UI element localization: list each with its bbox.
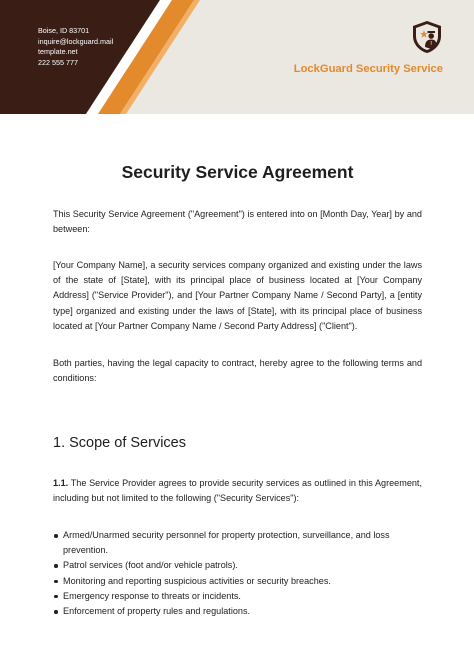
email-domain-text: template.net (38, 47, 78, 56)
contact-info (38, 26, 113, 68)
list-item: Armed/Unarmed security personnel for property protection, surveillance, and loss prevention. (53, 528, 422, 558)
phone-text: 222 555 777 (38, 57, 78, 67)
company-name: LockGuard Security Service (293, 63, 443, 75)
list-item: Emergency response to threats or incidents. (53, 589, 422, 604)
services-list (53, 528, 422, 619)
clause-text: The Service Provider agrees to provide security services as outlined in this Agreement, including but not limited to the following ("Security Services"): (53, 478, 422, 504)
email-text: inquire@lockguard.mail (38, 36, 114, 46)
list-item: Patrol services (foot and/or vehicle patrols). (53, 558, 422, 573)
clause-number: 1.1. (53, 478, 69, 488)
agreement-paragraph: Both parties, having the legal capacity to contract, hereby agree to the following terms and conditions: (53, 358, 422, 384)
list-item: Monitoring and reporting suspicious activities or security breaches. (53, 574, 422, 589)
parties-paragraph: [Your Company Name], a security services company organized and existing under the laws of the state of [State], with its principal place of business located at [Your Company Address] ("Service Provider"), and [Your Partner Company Name / Second Party], a [entity type] organized and existing under the laws of [State], with its principal place of business located at [Your Partner Company Name / Second Party Address] ("Client"). (53, 260, 422, 331)
clause-1-1 (53, 476, 422, 506)
section-heading: 1. Scope of Services (53, 435, 186, 451)
address-text: Boise, ID 83701 (38, 26, 90, 35)
security-guard-shield-icon (411, 20, 443, 54)
letterhead (0, 0, 474, 114)
document-title: Security Service Agreement (121, 162, 354, 182)
list-item: Enforcement of property rules and regulations. (53, 604, 422, 619)
intro-paragraph: This Security Service Agreement ("Agreement") is entered into on [Month Day, Year] by and between: (53, 209, 422, 235)
